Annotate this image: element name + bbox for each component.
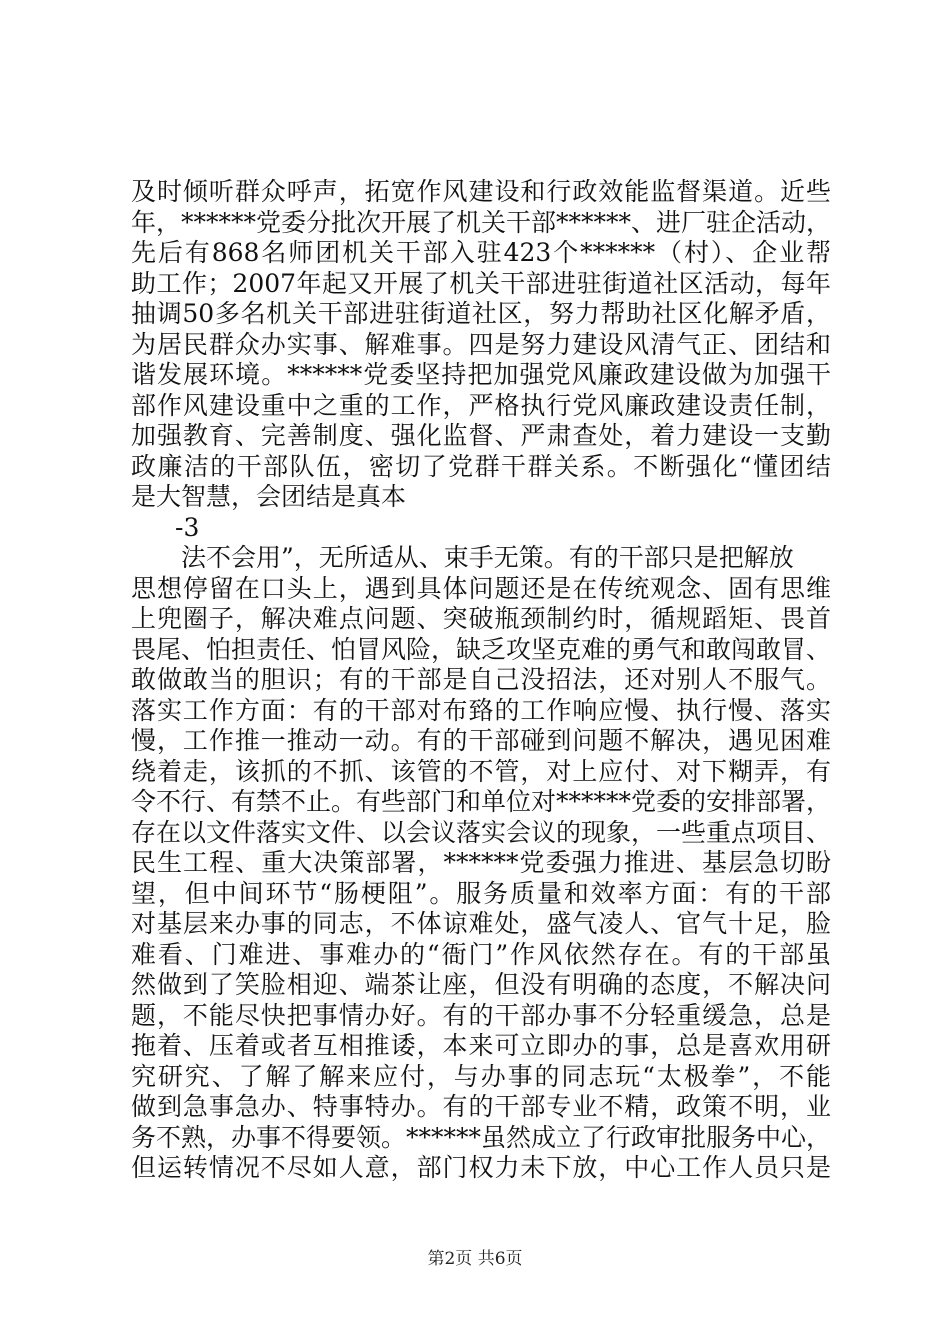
text-line: 及时倾听群众呼声，拓宽作风建设和行政效能监督渠道。近些 — [131, 177, 831, 206]
page-marker: -3 — [175, 512, 200, 542]
text-line: 加强教育、完善制度、强化监督、严肃查处，着力建设一支勤 — [131, 421, 831, 450]
text-line: 部作风建设重中之重的工作，严格执行党风廉政建设责任制， — [131, 390, 831, 420]
text-line: 但运转情况不尽如人意，部门权力未下放，中心工作人员只是 — [131, 1153, 831, 1182]
text-line: 究研究、了解了解来应付，与办事的同志玩“太极拳”，不能 — [131, 1061, 831, 1091]
body-text — [131, 177, 831, 1184]
text-line: 落实工作方面：有的干部对布臵的工作响应慢、执行慢、落实 — [131, 695, 831, 725]
page-number: 第2页 共6页 — [427, 1249, 523, 1269]
text-line: 政廉洁的干部队伍，密切了党群干群关系。不断强化“懂团结 — [131, 451, 831, 481]
text-line: 敢做敢当的胆识；有的干部是自己没招法，还对别人不服气。 — [131, 665, 831, 694]
text-line: 为居民群众办实事、解难事。四是努力建设风清气正、团结和 — [131, 329, 831, 359]
text-line: 做到急事急办、特事特办。有的干部专业不精，政策不明，业 — [131, 1092, 831, 1121]
text-line: 上兜圈子，解决难点问题、突破瓶颈制约时，循规蹈矩、畏首 — [131, 604, 831, 633]
text-line: 年，******党委分批次开展了机关干部******、进厂驻企活动， — [131, 207, 832, 237]
text-line: 民生工程、重大决策部署，******党委强力推进、基层急切盼 — [131, 848, 831, 877]
page-footer — [0, 1244, 950, 1269]
text-line: 拖着、压着或者互相推诿，本来可立即办的事，总是喜欢用研 — [131, 1031, 831, 1060]
text-line: 谐发展环境。******党委坚持把加强党风廉政建设做为加强干 — [131, 360, 831, 389]
text-line: 望，但中间环节“肠梗阻”。服务质量和效率方面：有的干部 — [131, 878, 831, 908]
text-line: 对基层来办事的同志，不体谅难处，盛气凌人、官气十足，脸 — [131, 909, 831, 938]
text-line: 题，不能尽快把事情办好。有的干部办事不分轻重缓急，总是 — [131, 1000, 831, 1030]
text-line: 令不行、有禁不止。有些部门和单位对******党委的安排部署， — [131, 787, 832, 816]
text-line: 先后有868名师团机关干部入驻423个******（村）、企业帮 — [131, 238, 831, 267]
text-line: 慢，工作推一推动一动。有的干部碰到问题不解决，遇见困难 — [131, 726, 831, 755]
text-line: 务不熟，办事不得要领。******虽然成立了行政审批服务中心， — [131, 1122, 832, 1152]
text-line: 思想停留在口头上，遇到具体问题还是在传统观念、固有思维 — [131, 573, 831, 603]
text-line: 助工作；2007年起又开展了机关干部进驻街道社区活动，每年 — [131, 268, 831, 298]
text-line: 畏尾、怕担责任、怕冒风险，缺乏攻坚克难的勇气和敢闯敢冒、 — [131, 634, 832, 664]
text-line: 法不会用”，无所适从、束手无策。有的干部只是把解放 — [181, 543, 794, 572]
text-line: 存在以文件落实文件、以会议落实会议的现象，一些重点项目、 — [131, 817, 832, 847]
text-line: 抽调50多名机关干部进驻街道社区，努力帮助社区化解矛盾， — [131, 299, 831, 328]
text-line: 绕着走，该抓的不抓、该管的不管，对上应付、对下糊弄，有 — [131, 756, 831, 786]
text-line: 是大智慧，会团结是真本 — [131, 482, 407, 511]
text-line: 难看、门难进、事难办的“衙门”作风依然存在。有的干部虽 — [131, 939, 831, 969]
text-line: 然做到了笑脸相迎、端茶让座，但没有明确的态度，不解决问 — [131, 970, 831, 999]
